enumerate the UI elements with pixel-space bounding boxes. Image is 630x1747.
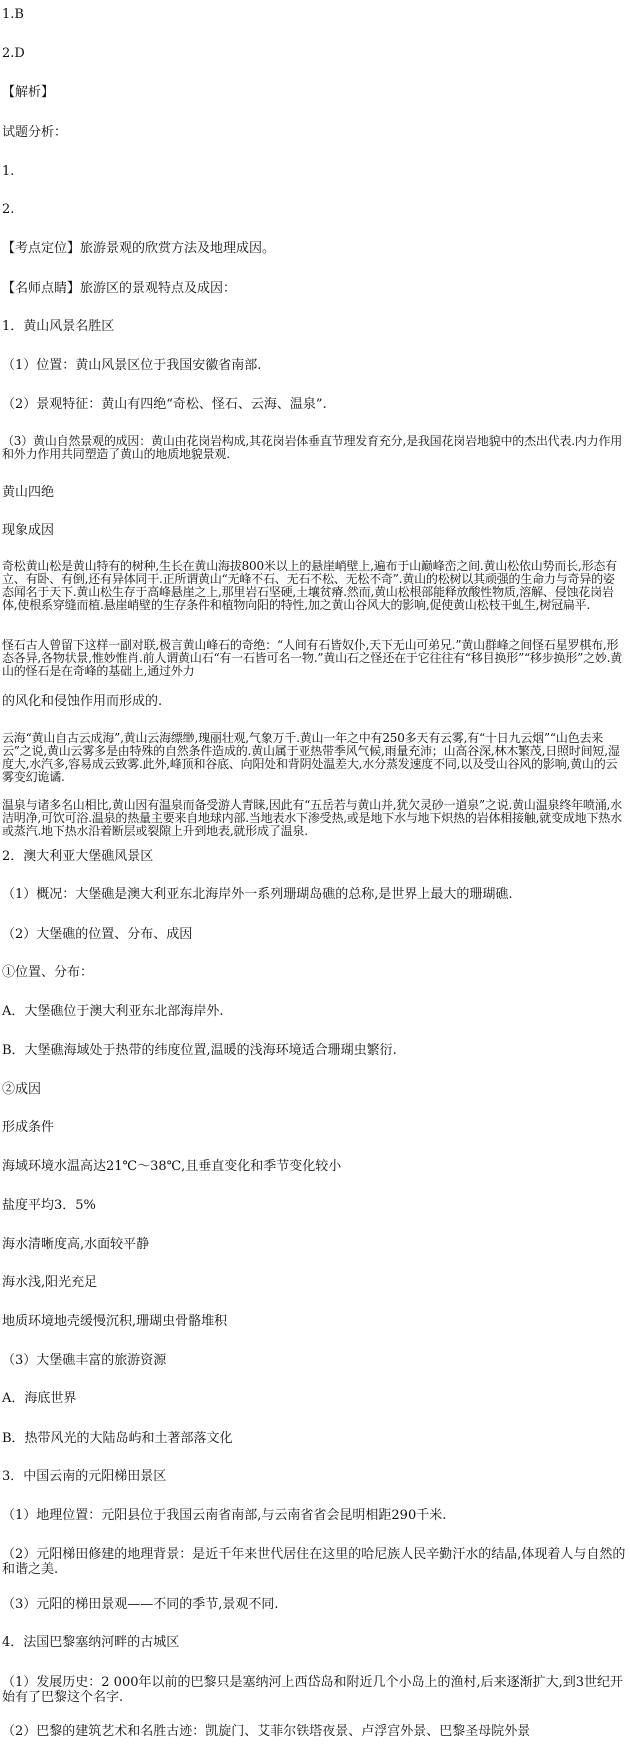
section-3-location: （1）地理位置：元阳县位于我国云南省南部,与云南省省会昆明相距290千米. [2, 1508, 447, 1523]
analysis-subheading: 试题分析： [2, 125, 68, 140]
section-3-background: （2）元阳梯田修建的地理背景：是近千年来世代居住在这里的哈尼族人民辛勤汗水的结晶,体现着人与自然的和谐之美. [2, 1547, 626, 1577]
yunhai-paragraph: 云海“黄山自古云成海”,黄山云海缥缈,瑰丽壮观,气象万千.黄山一年之中有250多天有云雾,有“十日九云烟”“山色去来云”之说,黄山云雾多是由特殊的自然条件造成的.黄山属于亚热带季风气候,雨量充沛；山高谷深,林木繁茂,日照时间短,湿度大,水汽多,容易成云致雾.此外,峰顶和谷底、向阳处和背阴处温差大,水分蒸发速度不同,以及受山谷风的影响,黄山的云雾变幻诡谲. [2, 731, 620, 784]
section-2-overview: （1）概况：大堡礁是澳大利亚东北海岸外一系列珊瑚岛礁的总称,是世界上最大的珊瑚礁. [2, 887, 513, 902]
section-2-resources: （3）大堡礁丰富的旅游资源 [2, 1353, 167, 1368]
kaodian-line: 【考点定位】旅游景观的欣赏方法及地理成因。 [2, 241, 276, 256]
section-2-position-sub: ①位置、分布： [2, 965, 94, 980]
conditions-title: 形成条件 [2, 1120, 55, 1135]
section-3-title: 3．中国云南的元阳梯田景区 [2, 1469, 167, 1484]
guaishi-paragraph: 怪石古人曾留下这样一副对联,极言黄山峰石的奇绝：“人间有石皆奴仆,天下无山可弟兄.”黄山群峰之间怪石星罗棋布,形态各异,各物状景,惟妙惟肖.前人谓黄山石“有一石皆可名一物.”黄山石之怪还在于它往往有“移目换形”“移步换形”之妙.黄山的怪石是在奇峰的基础上,通过外力 [2, 638, 623, 678]
section-4-history: （1）发展历史：2 000年以前的巴黎只是塞纳河上西岱岛和附近几个小岛上的渔村,后来逐渐扩大,到3世纪开始有了巴黎这个名字. [2, 1675, 624, 1705]
guaishi-paragraph-end: 的风化和侵蚀作用而形成的. [2, 694, 163, 709]
section-3-view: （3）元阳的梯田景观——不同的季节,景观不同. [2, 1597, 279, 1612]
condition-item: 海水清晰度高,水面较平静 [2, 1237, 150, 1252]
section-2-resource-b: B．热带风光的大陆岛屿和土著部落文化 [2, 1431, 233, 1446]
analysis-item-2: 2. [2, 202, 15, 217]
answer-2: 2.D [2, 46, 25, 61]
section-2-resource-a: A．海底世界 [2, 1391, 77, 1406]
section-4-architecture: （2）巴黎的建筑艺术和名胜古迹：凯旋门、艾菲尔铁塔夜景、卢浮宫外景、巴黎圣母院外景 [2, 1724, 531, 1739]
answer-1: 1.B [2, 7, 24, 22]
phenomenon-cause-label: 现象成因 [2, 523, 55, 538]
section-1-features: （2）景观特征：黄山有四绝“奇松、怪石、云海、温泉”. [2, 397, 327, 412]
section-1-location: （1）位置：黄山风景区位于我国安徽省南部. [2, 358, 262, 373]
mingshi-line: 【名师点睛】旅游区的景观特点及成因： [2, 281, 237, 296]
analysis-heading: 【解析】 [2, 85, 55, 100]
condition-item: 海域环境水温高达21℃～38℃,且垂直变化和季节变化较小 [2, 1159, 342, 1174]
section-2-position-a: A．大堡礁位于澳大利亚东北部海岸外. [2, 1004, 224, 1019]
wenquan-paragraph: 温泉与诸多名山相比,黄山因有温泉而备受游人青睐,因此有“五岳若与黄山并,犹欠灵砂一道泉”之说.黄山温泉终年喷涌,水洁明净,可饮可浴.温泉的热量主要来自地球内部.当地表水下渗受热,或是地下水与地下炽热的岩体相接触,就变成地下热水或蒸汽.地下热水沿着断层或裂隙上升到地表,就形成了温泉. [2, 798, 622, 838]
condition-item: 盐度平均3．5% [2, 1198, 96, 1213]
section-1-cause: （3）黄山自然景观的成因：黄山由花岗岩构成,其花岗岩体垂直节理发育充分,是我国花岗岩地貌中的杰出代表.内力作用和外力作用共同塑造了黄山的地质地貌景观. [2, 434, 623, 461]
analysis-item-1: 1. [2, 164, 15, 179]
condition-item: 海水浅,阳光充足 [2, 1275, 98, 1290]
qisong-paragraph: 奇松黄山松是黄山特有的树种,生长在黄山海拔800米以上的悬崖峭壁上,遍布于山巅峰峦之间.黄山松依山势而长,形态有立、有卧、有倒,还有异体同干.正所谓黄山“无峰不石、无石不松、无松不奇”.黄山的松树以其顽强的生命力与奇异的姿态闻名于天下.黄山松生存于高峰悬崖之上,那里岩石坚硬,土壤贫瘠.然而,黄山松根部能释放酸性物质,溶解、侵蚀花岗岩体,使根系穿缝而植.悬崖峭壁的生存条件和植物向阳的特性,加之黄山谷风大的影响,促使黄山松枝干虬生,树冠扁平. [2, 559, 617, 612]
section-4-title: 4．法国巴黎塞纳河畔的古城区 [2, 1635, 180, 1650]
section-1-title: 1．黄山风景名胜区 [2, 319, 115, 334]
section-2-title: 2．澳大利亚大堡礁风景区 [2, 849, 154, 864]
four-wonders-label: 黄山四绝 [2, 485, 55, 500]
condition-item: 地质环境地壳缓慢沉积,珊瑚虫骨骼堆积 [2, 1314, 228, 1329]
section-2-position-b: B．大堡礁海域处于热带的纬度位置,温暖的浅海环境适合珊瑚虫繁衍. [2, 1043, 397, 1058]
section-2-cause-sub: ②成因 [2, 1082, 42, 1097]
section-2-position-heading: （2）大堡礁的位置、分布、成因 [2, 927, 193, 942]
